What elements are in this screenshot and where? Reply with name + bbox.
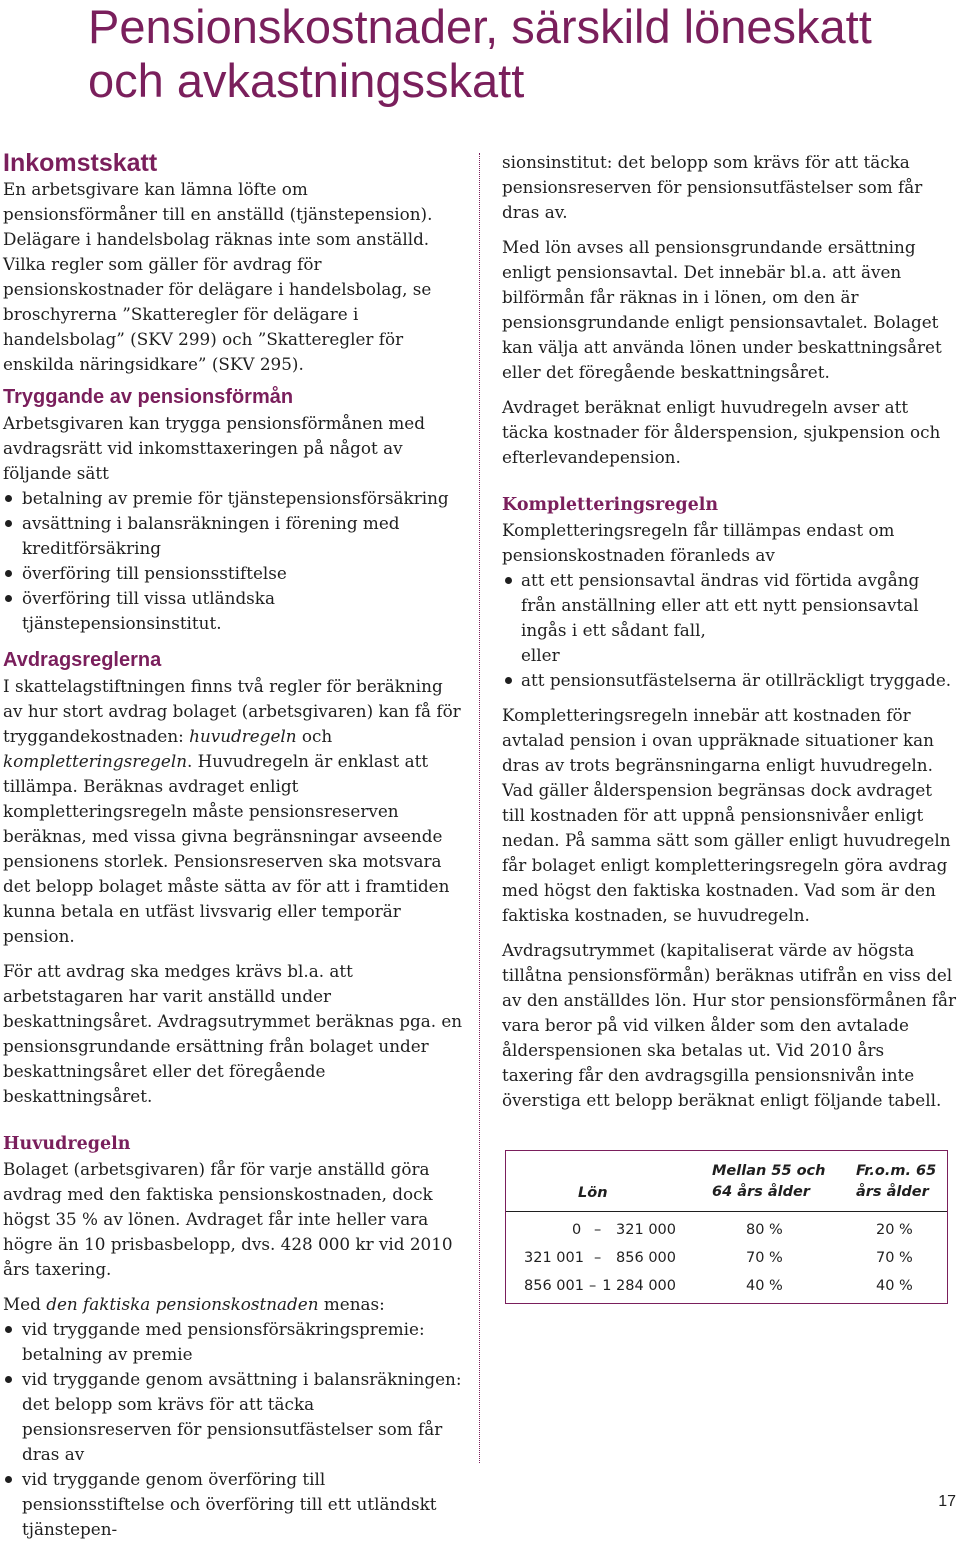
table-cell-55-64: 70 % <box>746 1250 783 1266</box>
list-connector-eller: eller <box>521 645 560 665</box>
list-item: att ett pensionsavtal ändras vid förtida avgång från anställning eller att ett nytt pensionsavtal ingås i ett sådant fall, eller <box>502 568 958 668</box>
paragraph-huvudregeln: Bolaget (arbetsgivaren) får för varje anställd göra avdrag med den faktiska pensionskostnaden, dock högst 35 % av lönen. Avdraget får inte heller vara högre än 10 prisbasbelopp, dvs. 428 000 kr vid 2010 års taxering. <box>3 1159 453 1279</box>
heading-avdragsreglerna: Avdragsreglerna <box>3 649 162 671</box>
column-divider <box>479 153 480 1463</box>
table-cell-dash: – <box>594 1222 602 1238</box>
heading-huvudregeln: Huvudregeln <box>3 1134 131 1154</box>
table-cell-55-64: 40 % <box>746 1278 783 1294</box>
paragraph-kompletteringsregeln: Kompletteringsregeln får tillämpas endast om pensionskostnaden föranleds av <box>502 520 895 565</box>
paragraph-continuation: sionsinstitut: det belopp som krävs för att täcka pensionsreserven för pensionsutfästelser som får dras av. <box>502 152 923 222</box>
paragraph-tryggande: Arbetsgivaren kan trygga pensionsförmånen med avdragsrätt vid inkomsttaxeringen på något av följande sätt <box>3 413 425 483</box>
right-column <box>502 150 958 1113</box>
page-title: Pensionskostnader, särskild löneskatt och avkastningsskatt <box>88 0 872 107</box>
list-item: vid tryggande med pensionsförsäkringspremie: betalning av premie <box>3 1317 465 1367</box>
paragraph-avdragsreglerna-2: För att avdrag ska medges krävs bl.a. att arbetstagaren har varit anställd under beskattningsåret. Avdragsutrymmet beräknas pga. en pensionsgrundande ersättning från bolaget under beskattningsåret eller det föregående beskattningsåret. <box>3 961 463 1106</box>
paragraph-avdragsreglerna-1: I skattelagstiftningen finns två regler för beräkning av hur stort avdrag bolaget (arbetsgivaren) kan få för tryggandekostnaden: huvudregeln och kompletteringsregeln. Huvudregeln är enklast att tillämpa. Beräknas avdraget enligt kompletteringsregeln måste pensionsreserven beräknas, med vissa givna begränsningar avseende pensionens storlek. Pensionsreserven ska motsvara det belopp bolaget måste sätta av för att i framtiden kunna betala en utfäst livsvarig eller temporär pension. <box>3 676 461 946</box>
table-header-rule <box>506 1211 947 1212</box>
table-cell-from: 321 001 <box>524 1250 584 1266</box>
tryggande-list <box>3 486 465 636</box>
table-cell-dash: – <box>594 1250 602 1266</box>
list-item: vid tryggande genom avsättning i balansräkningen: det belopp som krävs för att täcka pensionsreserven för pensionsutfästelser som får dras av <box>3 1367 465 1467</box>
list-item: överföring till pensionsstiftelse <box>3 561 465 586</box>
list-item: avsättning i balansräkningen i förening med kreditförsäkring <box>3 511 465 561</box>
list-item: att pensionsutfästelserna är otillräckligt tryggade. <box>502 668 958 693</box>
list-item: överföring till vissa utländska tjänstepensionsinstitut. <box>3 586 465 636</box>
heading-kompletteringsregeln: Kompletteringsregeln <box>502 495 719 515</box>
paragraph-avdraget: Avdraget beräknat enligt huvudregeln avser att täcka kostnader för ålderspension, sjukpension och efterlevandepension. <box>502 397 941 467</box>
page-number: 17 <box>938 1493 956 1510</box>
table-cell-65: 20 % <box>876 1222 913 1238</box>
table-cell-65: 40 % <box>876 1278 913 1294</box>
faktiska-kostnaden-list <box>3 1317 465 1542</box>
table-cell-dash: – <box>589 1278 597 1294</box>
paragraph-lon: Med lön avses all pensionsgrundande ersättning enligt pensionsavtal. Det innebär bl.a. att även bilförmån får räknas in i lönen, om den är pensionsgrundande enligt pensionsavtalet. Bolaget kan välja att använda lönen under beskattningsåret eller det föregående beskattningsåret. <box>502 237 942 382</box>
paragraph-avdragsutrymmet: Avdragsutrymmet (kapitaliserat värde av högsta tillåtna pensionsförmån) beräknas utifrån en viss del av den anställdes lön. Hur stor pensionsförmånen får vara beror på vid vilken ålder som den avtalade ålderspensionen ska betalas ut. Vid 2010 års taxering får den avdragsgilla pensionsnivån inte överstiga ett belopp beräknat enligt följande tabell. <box>502 940 957 1110</box>
table-cell-55-64: 80 % <box>746 1222 783 1238</box>
table-cell-to: 321 000 <box>616 1222 676 1238</box>
list-item: vid tryggande genom överföring till pensionsstiftelse och överföring till ett utländskt tjänstepen- <box>3 1467 465 1542</box>
table-cell-to: 856 000 <box>616 1250 676 1266</box>
table-cell-from: 856 001 <box>524 1278 584 1294</box>
table-cell-from: 0 <box>572 1222 582 1238</box>
kompletteringsregeln-list <box>502 568 958 693</box>
table-cell-65: 70 % <box>876 1250 913 1266</box>
table-header-lon: Lön <box>578 1185 608 1201</box>
paragraph-faktiska-kostnaden: Med den faktiska pensionskostnaden menas: <box>3 1294 385 1314</box>
table-cell-to: 1 284 000 <box>602 1278 676 1294</box>
paragraph-innebar: Kompletteringsregeln innebär att kostnaden för avtalad pension i ovan uppräknade situationer kan dras av trots begränsningarna enligt huvudregeln. Vad gäller ålderspension begränsas dock avdraget till kostnaden för att uppnå pensionsnivåer enligt nedan. På samma sätt som gäller enligt huvudregeln får bolaget enligt kompletteringsregeln göra avdrag med högst den faktiska kostnaden. Vad som är den faktiska kostnaden, se huvudregeln. <box>502 705 951 925</box>
paragraph-inkomstskatt: En arbetsgivare kan lämna löfte om pensionsförmåner till en anställd (tjänstepension). Delägare i handelsbolag räknas inte som anställd. Vilka regler som gäller för avdrag för pensionskostnader för delägare i handelsbolag, se broschyrerna ”Skatteregler för delägare i handelsbolag” (SKV 299) och ”Skatteregler för enskilda näringsidkare” (SKV 295). <box>3 179 433 374</box>
pension-level-table <box>505 1150 948 1304</box>
left-column <box>3 149 465 1542</box>
heading-inkomstskatt: Inkomstskatt <box>3 149 158 177</box>
list-item: betalning av premie för tjänstepensionsförsäkring <box>3 486 465 511</box>
table-header-65: Fr.o.m. 65 års ålder <box>856 1163 937 1200</box>
table-header-55-64: Mellan 55 och 64 års ålder <box>712 1163 826 1200</box>
heading-tryggande: Tryggande av pensionsförmån <box>3 386 294 408</box>
